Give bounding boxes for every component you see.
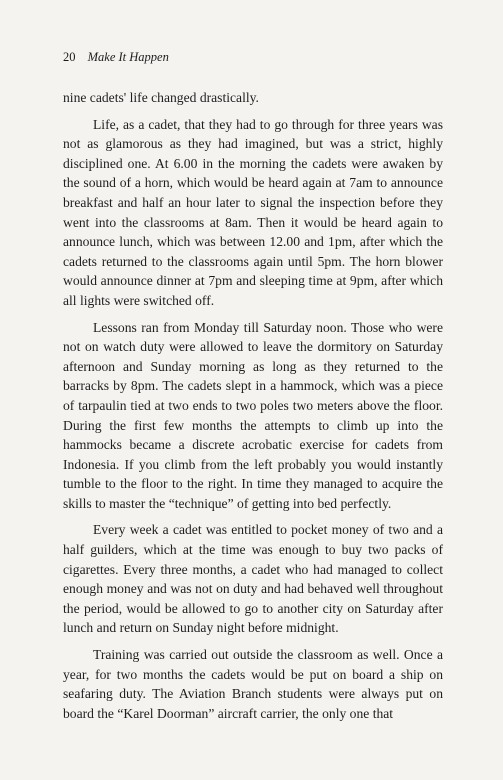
- page-number: 20: [63, 50, 76, 64]
- paragraph-cadet-life: Life, as a cadet, that they had to go through for three years was not as glamorous as they had imagined, but was a strict, highly disciplined one. At 6.00 in the morning the cadets were awaken by the sound of a horn, which would be heard again at 7am to announce breakfast and half an hour later to signal the inspection before they went into the classrooms at 8am. Then it would be heard again to announce lunch, which was between 12.00 and 1pm, after which the cadets returned to the classrooms again until 5pm. The horn blower would announce dinner at 7pm and sleeping time at 9pm, after which all lights were switched off.: [63, 116, 443, 308]
- running-header: [63, 50, 169, 65]
- paragraph-training: Training was carried out outside the classroom as well. Once a year, for two months the cadets would be put on board a ship on seafaring duty. The Aviation Branch students were always put on board the “Karel Doorman” aircraft carrier, the only one that: [63, 647, 443, 721]
- paragraph-lessons: Lessons ran from Monday till Saturday noon. Those who were not on watch duty were allowed to leave the dormitory on Saturday afternoon and Sunday morning as long as they returned to the barracks by 8pm. The cadets slept in a hammock, which was a piece of tarpaulin tied at two ends to two poles two meters above the floor. During the first few months the attempts to climb up into the hammocks became a discrete acrobatic exercise for cadets from Indonesia. If you climb from the left probably you would instantly tumble to the floor to the right. In time they managed to acquire the skills to master the “technique” of getting into bed perfectly.: [63, 319, 443, 511]
- paragraph-continuation: nine cadets' life changed drastically.: [63, 90, 259, 105]
- body-text: [63, 88, 443, 723]
- book-title: Make It Happen: [87, 50, 169, 64]
- paragraph-pocket-money: Every week a cadet was entitled to pocket money of two and a half guilders, which at the time was enough to buy two packs of cigarettes. Every three months, a cadet who had managed to collect enough money and was not on duty and had behaved well throughout the period, would be allowed to go to another city on Saturday after lunch and return on Sunday night before midnight.: [63, 522, 443, 636]
